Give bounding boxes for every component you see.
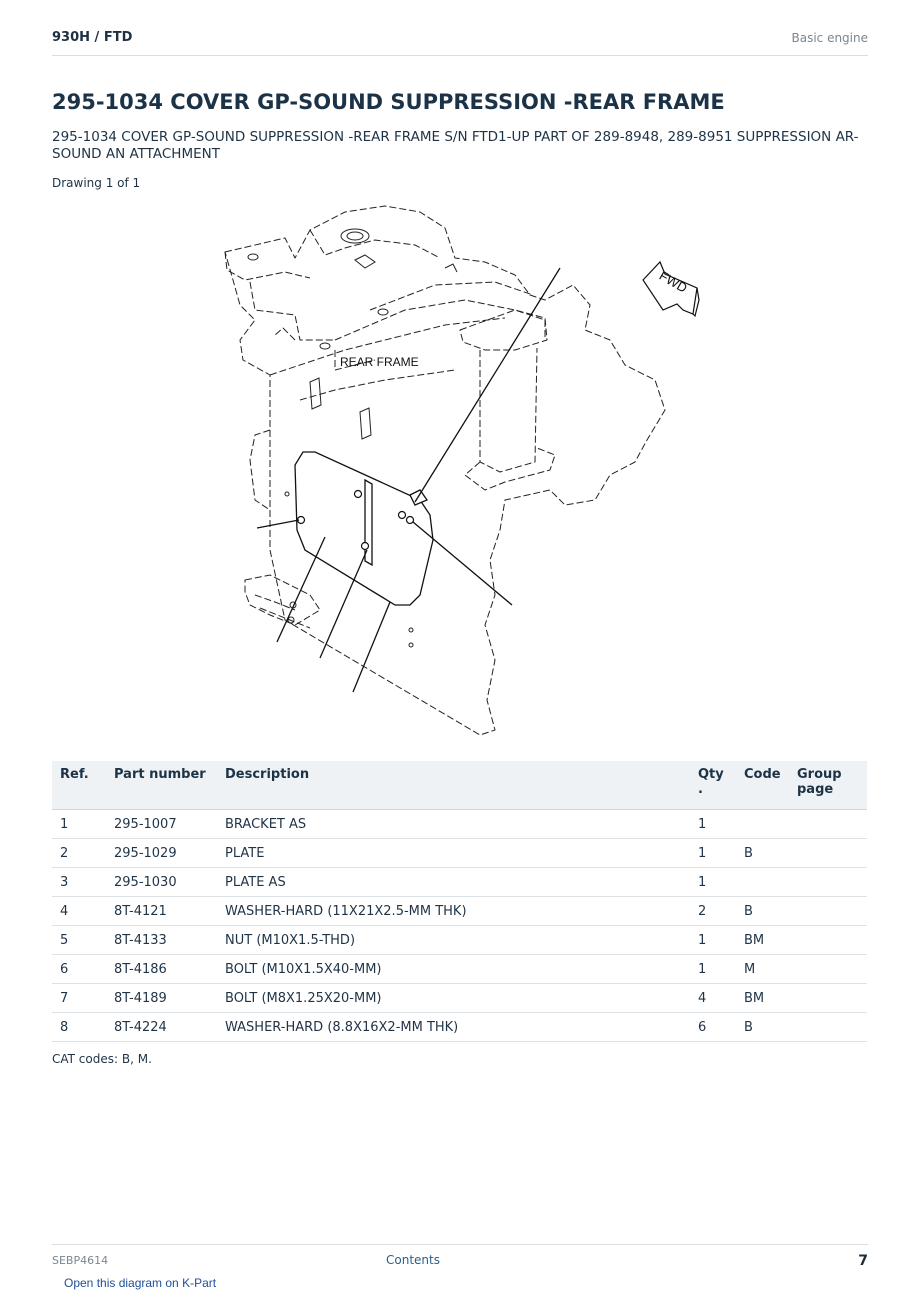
parts-table-header xyxy=(52,761,867,810)
cell-part-number: 8T-4121 xyxy=(106,897,217,926)
col-group-page-header: Group page xyxy=(789,761,867,810)
cell-description: WASHER-HARD (8.8X16X2-MM THK) xyxy=(217,1013,690,1042)
contents-link[interactable]: Contents xyxy=(386,1253,440,1267)
page-subtitle: 295-1034 COVER GP-SOUND SUPPRESSION -REAR FRAME S/N FTD1-UP PART OF 289-8948, 289-8951 SUPPRESSION AR-SOUND AN ATTACHMENT xyxy=(52,129,859,162)
col-qty-header: Qty . xyxy=(690,761,736,810)
cell-qty: 1 xyxy=(690,868,736,897)
rear-frame-label: REAR FRAME xyxy=(340,355,419,369)
table-row xyxy=(52,868,867,897)
parts-table xyxy=(52,761,867,1042)
cell-code: B xyxy=(736,839,789,868)
section-name: Basic engine xyxy=(791,31,868,45)
cell-code xyxy=(736,810,789,839)
cell-description: BOLT (M10X1.5X40-MM) xyxy=(217,955,690,984)
cell-qty: 1 xyxy=(690,926,736,955)
cell-part-number: 8T-4189 xyxy=(106,984,217,1013)
cell-code xyxy=(736,868,789,897)
col-part-number-header: Part number xyxy=(106,761,217,810)
cell-part-number: 295-1030 xyxy=(106,868,217,897)
cell-code: B xyxy=(736,897,789,926)
col-description-header: Description xyxy=(217,761,690,810)
fwd-arrow-icon xyxy=(643,262,699,316)
cell-qty: 2 xyxy=(690,897,736,926)
cell-description: WASHER-HARD (11X21X2.5-MM THK) xyxy=(217,897,690,926)
cell-description: BRACKET AS xyxy=(217,810,690,839)
cell-qty: 6 xyxy=(690,1013,736,1042)
cell-group-page xyxy=(789,810,867,839)
table-row xyxy=(52,839,867,868)
drawing-count: Drawing 1 of 1 xyxy=(52,176,141,190)
cell-description: NUT (M10X1.5-THD) xyxy=(217,926,690,955)
table-row xyxy=(52,810,867,839)
parts-diagram xyxy=(215,200,705,740)
cell-ref: 8 xyxy=(52,1013,106,1042)
cell-group-page xyxy=(789,839,867,868)
page-number: 7 xyxy=(858,1253,868,1269)
fwd-label: FWD xyxy=(656,267,690,296)
table-row xyxy=(52,926,867,955)
col-ref-header: Ref. xyxy=(52,761,106,810)
cat-codes-note: CAT codes: B, M. xyxy=(52,1052,152,1066)
cell-qty: 1 xyxy=(690,955,736,984)
table-row xyxy=(52,955,867,984)
cell-ref: 2 xyxy=(52,839,106,868)
cell-ref: 6 xyxy=(52,955,106,984)
cell-part-number: 8T-4186 xyxy=(106,955,217,984)
page-header xyxy=(52,28,868,56)
cell-ref: 7 xyxy=(52,984,106,1013)
cell-part-number: 295-1029 xyxy=(106,839,217,868)
table-row xyxy=(52,1013,867,1042)
page-title: 295-1034 COVER GP-SOUND SUPPRESSION -REAR FRAME xyxy=(52,90,725,114)
cell-qty: 1 xyxy=(690,810,736,839)
cell-group-page xyxy=(789,926,867,955)
cell-qty: 1 xyxy=(690,839,736,868)
cell-ref: 1 xyxy=(52,810,106,839)
col-code-header: Code xyxy=(736,761,789,810)
table-row xyxy=(52,984,867,1013)
cell-group-page xyxy=(789,1013,867,1042)
cell-ref: 4 xyxy=(52,897,106,926)
open-diagram-kpart-link[interactable]: Open this diagram on K-Part xyxy=(64,1276,217,1290)
cell-part-number: 8T-4133 xyxy=(106,926,217,955)
cell-code: BM xyxy=(736,926,789,955)
cell-ref: 5 xyxy=(52,926,106,955)
table-row xyxy=(52,897,867,926)
cell-code: B xyxy=(736,1013,789,1042)
cell-description: PLATE AS xyxy=(217,868,690,897)
cell-part-number: 295-1007 xyxy=(106,810,217,839)
cell-ref: 3 xyxy=(52,868,106,897)
cell-group-page xyxy=(789,955,867,984)
cell-part-number: 8T-4224 xyxy=(106,1013,217,1042)
document-id: SEBP4614 xyxy=(52,1254,109,1267)
cell-code: BM xyxy=(736,984,789,1013)
cell-group-page xyxy=(789,984,867,1013)
cell-qty: 4 xyxy=(690,984,736,1013)
page-footer xyxy=(52,1244,868,1275)
cell-group-page xyxy=(789,897,867,926)
cell-group-page xyxy=(789,868,867,897)
cell-description: PLATE xyxy=(217,839,690,868)
cell-description: BOLT (M8X1.25X20-MM) xyxy=(217,984,690,1013)
cell-code: M xyxy=(736,955,789,984)
model-breadcrumb: 930H / FTD xyxy=(52,30,133,45)
